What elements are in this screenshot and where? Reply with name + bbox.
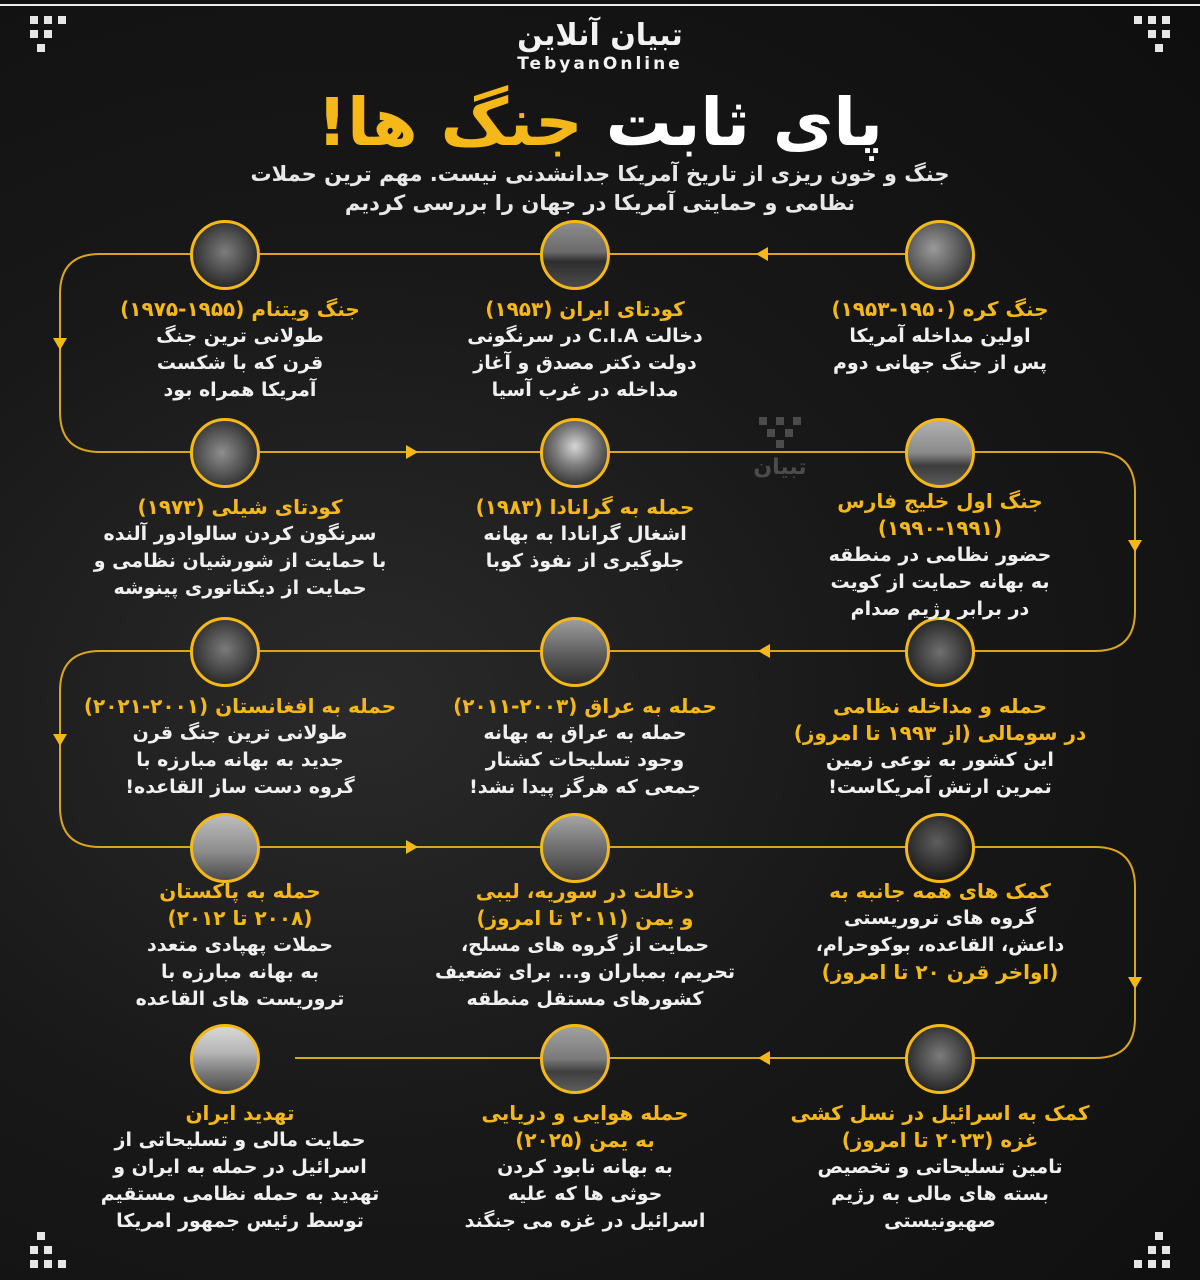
event-date: (۲۰۰۸ تا ۲۰۱۲) — [167, 906, 313, 930]
logo-persian: تبیان آنلاین — [517, 18, 683, 53]
event-body-line: داعش، القاعده، بوکوحرام، — [815, 934, 1065, 956]
event-body-line: مداخله در غرب آسیا — [491, 379, 679, 401]
yemen-photo — [540, 1024, 610, 1094]
intro-line-2: نظامی و حمایتی آمریکا در جهان را بررسی کردیم — [344, 191, 856, 215]
event-body-line: در برابر رژیم صدام — [850, 598, 1030, 620]
event-body-line: جلوگیری از نفوذ کوبا — [485, 550, 685, 572]
event-heading: حمله به گرانادا (۱۹۸۳) — [475, 495, 695, 519]
event-date: به یمن (۲۰۲۵) — [515, 1128, 655, 1152]
event-body-line: حمایت مالی و تسلیحاتی از — [114, 1129, 366, 1151]
arrow-left-1 — [756, 247, 768, 261]
event-body-line: قرن که با شکست — [156, 352, 324, 374]
syria-libya-photo — [540, 813, 610, 883]
event-body-line: جمعی که هرگز پیدا نشد! — [469, 776, 701, 798]
iraq-photo — [540, 617, 610, 687]
gulf-war-photo — [905, 418, 975, 488]
event-date: غزه (۲۰۲۳ تا امروز) — [841, 1128, 1039, 1152]
event-grenada — [405, 494, 765, 575]
event-body-line: تهدید به حمله نظامی مستقیم — [100, 1183, 380, 1205]
event-body-line: تامین تسلیحاتی و تخصیص — [817, 1156, 1063, 1178]
arrow-left-2 — [758, 644, 770, 658]
event-body-line: سرنگون کردن سالوادور آلنده — [103, 523, 377, 545]
event-body-line: کشورهای مستقل منطقه — [466, 988, 704, 1010]
logo-english: TebyanOnline — [517, 54, 683, 74]
arrow-down-4 — [1128, 977, 1142, 989]
event-heading: کمک به اسرائیل در نسل کشی — [790, 1101, 1090, 1125]
event-iran-threat — [60, 1100, 420, 1235]
event-afghanistan — [60, 693, 420, 801]
event-body-line: حوثی ها که علیه — [507, 1183, 663, 1205]
event-heading: جنگ ویتنام (۱۹۵۵-۱۹۷۵) — [120, 297, 360, 321]
event-somalia — [760, 693, 1120, 801]
event-date: در سومالی (از ۱۹۹۳ تا امروز) — [793, 721, 1087, 745]
arrow-down-2 — [1128, 540, 1142, 552]
event-body-line: بسته های مالی به رژیم — [831, 1183, 1049, 1205]
event-note: (اواخر قرن ۲۰ تا امروز) — [821, 960, 1059, 984]
event-body-line: وجود تسلیحات کشتار — [485, 749, 685, 771]
event-syria-libya — [405, 878, 765, 1013]
event-iraq — [405, 693, 765, 801]
afghanistan-photo — [190, 617, 260, 687]
event-heading: حمله و مداخله نظامی — [832, 694, 1048, 718]
event-heading: تهدید ایران — [185, 1101, 295, 1125]
event-pakistan — [60, 878, 420, 1013]
event-heading: حمله به افغانستان (۲۰۰۱-۲۰۲۱) — [83, 694, 397, 718]
event-body-line: جدید به بهانه مبارزه با — [136, 749, 344, 771]
watermark-logo-icon — [755, 415, 805, 449]
event-korea — [760, 296, 1120, 377]
arrow-right-1 — [406, 445, 418, 459]
terror-support-photo — [905, 813, 975, 883]
event-heading: دخالت در سوریه، لیبی — [475, 879, 695, 903]
event-body-line: اسرائیل در غزه می جنگند — [464, 1210, 706, 1232]
event-body-line: تحریم، بمباران و... برای تضعیف — [434, 961, 736, 983]
event-body-line: دخالت C.I.A در سرنگونی — [467, 325, 703, 347]
intro-line-1: جنگ و خون ریزی از تاریخ آمریکا جدانشدنی نیست. مهم ترین حملات — [250, 162, 950, 186]
event-body-line: به بهانه نابود کردن — [497, 1156, 673, 1178]
event-body-line: حملات پهپادی متعدد — [147, 934, 333, 956]
pakistan-photo — [190, 813, 260, 883]
event-heading: حمله هوایی و دریایی — [481, 1101, 689, 1125]
korea-photo — [905, 220, 975, 290]
event-body-line: اشغال گرانادا به بهانه — [483, 523, 687, 545]
iran-coup-photo — [540, 220, 610, 290]
event-gaza — [760, 1100, 1120, 1235]
event-body-line: این کشور به نوعی زمین — [826, 749, 1054, 771]
event-gulf-war — [760, 488, 1120, 623]
event-vietnam — [60, 296, 420, 404]
event-body-line: پس از جنگ جهانی دوم — [832, 352, 1048, 374]
event-heading: کمک های همه جانبه به — [829, 879, 1051, 903]
iran-threat-photo — [190, 1024, 260, 1094]
event-body-line: به بهانه حمایت از کویت — [830, 571, 1050, 593]
event-chile — [60, 494, 420, 602]
event-body-line: حمله به عراق به بهانه — [483, 722, 687, 744]
event-body-line: حمایت از گروه های مسلح، — [460, 934, 710, 956]
event-body-line: به بهانه مبارزه با — [161, 961, 319, 983]
event-date: (۱۹۹۰-۱۹۹۱) — [877, 516, 1003, 540]
title-accent: جنگ ها! — [317, 84, 583, 161]
event-heading: حمله به پاکستان — [159, 879, 321, 903]
event-heading: جنگ اول خلیج فارس — [837, 489, 1043, 513]
event-body-line: دولت دکتر مصدق و آغاز — [473, 352, 697, 374]
event-body-line: اولین مداخله آمریکا — [849, 325, 1031, 347]
event-body-line: تمرین ارتش آمریکاست! — [828, 776, 1052, 798]
event-body-line: صهیونیستی — [884, 1210, 996, 1232]
arrow-right-2 — [406, 840, 418, 854]
watermark-text: تبیان — [753, 455, 807, 480]
event-body-line: طولانی ترین جنگ قرن — [132, 722, 348, 744]
event-body-line: آمریکا همراه بود — [163, 379, 317, 401]
event-body-line: اسرائیل در حمله به ایران و — [113, 1156, 367, 1178]
event-yemen — [405, 1100, 765, 1235]
event-body-line: گروه های تروریستی — [844, 907, 1036, 929]
event-heading: حمله به عراق (۲۰۰۳-۲۰۱۱) — [453, 694, 717, 718]
chile-photo — [190, 418, 260, 488]
somalia-photo — [905, 617, 975, 687]
watermark — [735, 415, 825, 480]
event-terror-support — [760, 878, 1120, 986]
arrow-left-3 — [758, 1051, 770, 1065]
event-heading: جنگ کره (۱۹۵۰-۱۹۵۳) — [831, 297, 1049, 321]
event-body-line: حمایت از دیکتاتوری پینوشه — [113, 577, 367, 599]
event-body-line: طولانی ترین جنگ — [156, 325, 324, 347]
gaza-photo — [905, 1024, 975, 1094]
event-heading: کودتای ایران (۱۹۵۳) — [485, 297, 685, 321]
event-body-line: حضور نظامی در منطقه — [828, 544, 1052, 566]
vietnam-photo — [190, 220, 260, 290]
event-heading: کودتای شیلی (۱۹۷۳) — [137, 495, 343, 519]
event-iran-coup — [405, 296, 765, 404]
event-body-line: با حمایت از شورشیان نظامی و — [93, 550, 387, 572]
grenada-photo — [540, 418, 610, 488]
event-body-line: توسط رئیس جمهور امریکا — [116, 1210, 364, 1232]
title-main: پای ثابت — [605, 84, 883, 161]
event-date: و یمن (۲۰۱۱ تا امروز) — [476, 906, 694, 930]
event-body-line: گروه دست ساز القاعده! — [125, 776, 355, 798]
event-body-line: تروریست های القاعده — [135, 988, 345, 1010]
